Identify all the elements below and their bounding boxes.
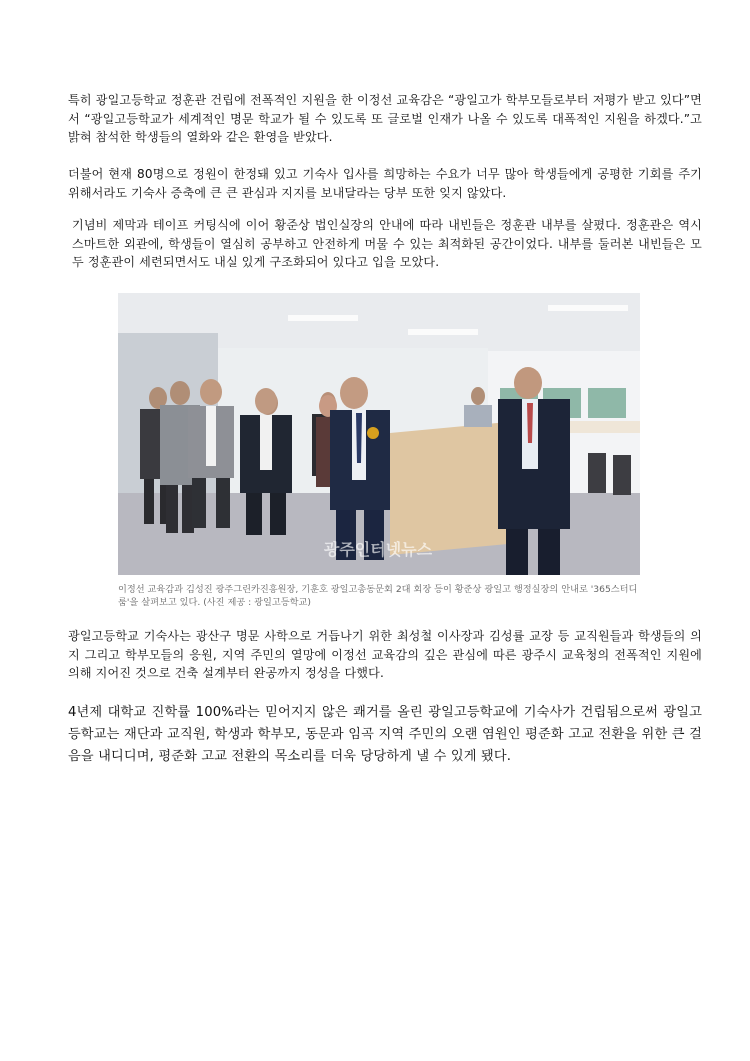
- paragraph-3: 기념비 제막과 테이프 커팅식에 이어 황준상 법인실장의 안내에 따라 내빈들은 정훈관 내부를 살폈다. 정훈관은 역시 스마트한 외관에, 학생들이 열심히 공부하고 안전하게 머물 수 있는 최적화된 공간이었다. 내부를 둘러본 내빈들은 모두 정훈관이 세련되면서도 내실 있게 구조화되어 있다고 입을 모았다.: [72, 218, 702, 270]
- paragraph-2: 더불어 현재 80명으로 정원이 한정돼 있고 기숙사 입사를 희망하는 수요가 너무 많아 학생들에게 공평한 기회를 주기 위해서라도 기숙사 증축에 큰 큰 관심과 지지를 보내달라는 당부 또한 잊지 않았다.: [68, 167, 702, 200]
- paragraph-1: 특히 광일고등학교 정훈관 건립에 전폭적인 지원을 한 이정선 교육감은 “광일고가 학부모들로부터 저평가 받고 있다”면서 “광일고등학교가 세계적인 명문 학교가 될 수 있도록 또 글로벌 인재가 나올 수 있도록 대폭적인 지원을 하겠다.”고 밝혀 참석한 학생들의 열화와 같은 환영을 받았다.: [68, 93, 702, 145]
- paragraph-4: 광일고등학교 기숙사는 광산구 명문 사학으로 거듭나기 위한 최성철 이사장과 김성률 교장 등 교직원들과 학생들의 의지 그리고 학부모들의 응원, 지역 주민의 열망에 이정선 교육감의 깊은 관심에 따른 광주시 교육청의 전폭적인 지원에 의해 지어진 것으로 건축 설계부터 완공까지 정성을 다했다.: [68, 629, 702, 681]
- paragraph-5: 4년제 대학교 진학률 100%라는 믿어지지 않은 쾌거를 올린 광일고등학교에 기숙사가 건립됨으로써 광일고등학교는 재단과 교직원, 학생과 학부모, 동문과 임곡 지역 주민의 오랜 염원인 평준화 고교 전환을 위한 큰 걸음을 내디디며, 평준화 고교 전환의 목소리를 더욱 당당하게 낼 수 있게 됐다.: [68, 705, 702, 764]
- article-photo: [118, 293, 640, 575]
- photo-caption: 이정선 교육감과 김성진 광주그린카진흥원장, 기훈호 광일고총동문회 2대 회장 등이 황준상 광일고 행정실장의 안내로 '365스터디룸'을 살펴보고 있다. (사진 제공 : 광일고등학교): [118, 584, 638, 609]
- photo-watermark: 광주인터넷뉴스: [323, 540, 433, 559]
